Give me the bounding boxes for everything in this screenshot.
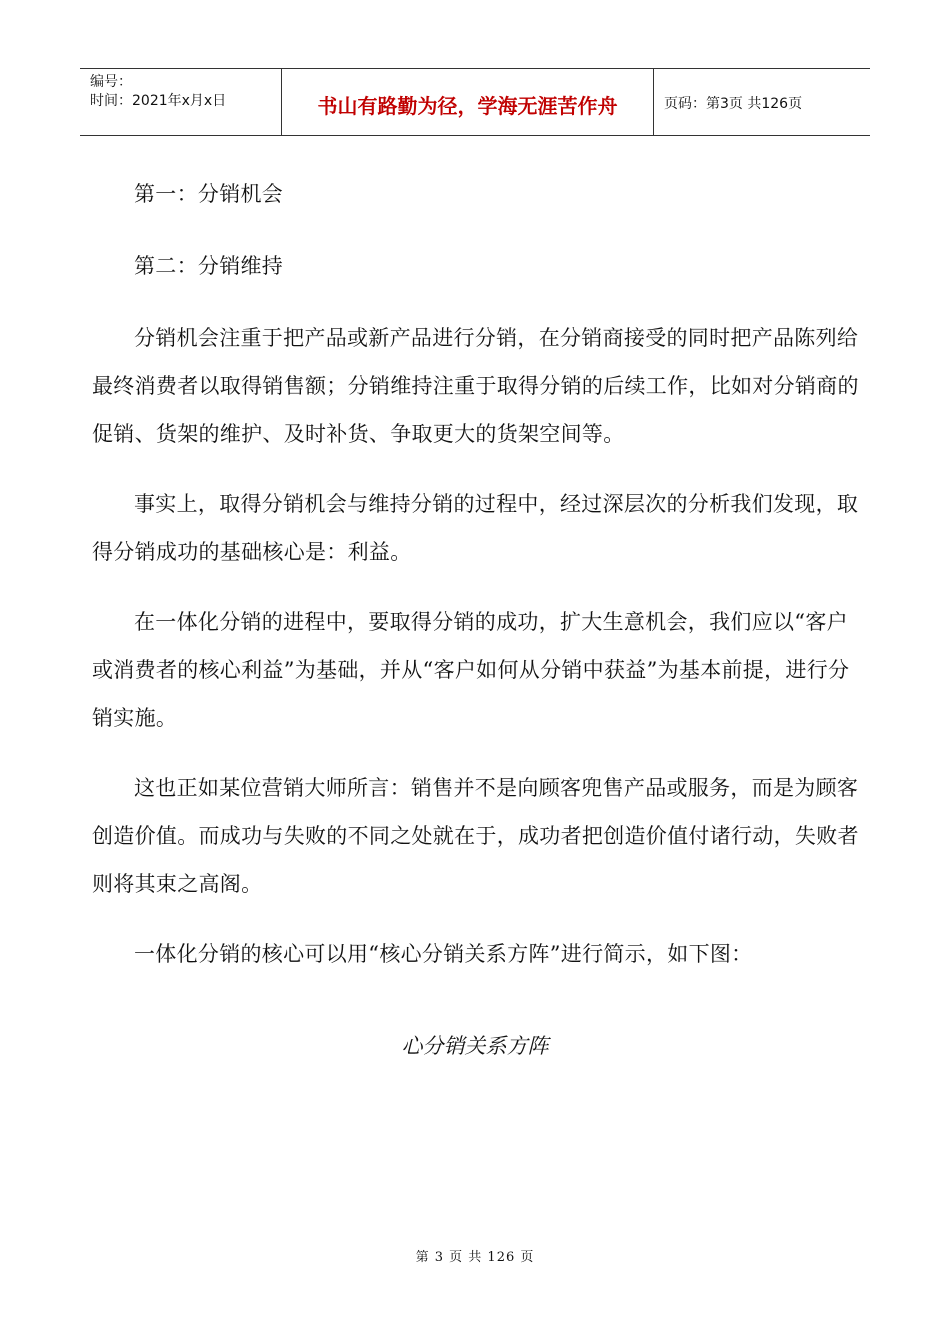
figure-caption: 心分销关系方阵 [401, 1034, 549, 1058]
document-date: 时间：2021年x月x日 [90, 93, 227, 109]
paragraph: 一体化分销的核心可以用“核心分销关系方阵”进行简示，如下图： [134, 942, 753, 966]
page-header [80, 68, 870, 136]
paragraph: 在一体化分销的进程中，要取得分销的成功，扩大生意机会，我们应以“客户或消费者的核心利益”为基础，并从“客户如何从分销中获益”为基本前提，进行分销实施。 [92, 610, 850, 730]
page-footer: 第 3 页 共 126 页 [415, 1250, 535, 1265]
paragraph: 分销机会注重于把产品或新产品进行分销，在分销商接受的同时把产品陈列给最终消费者以取得销售额；分销维持注重于取得分销的后续工作，比如对分销商的促销、货架的维护、及时补货、争取更大的货架空间等。 [92, 326, 859, 446]
point-one: 第一：分销机会 [134, 182, 284, 206]
document-body [92, 170, 862, 1000]
point-two: 第二：分销维持 [134, 254, 284, 278]
header-meta [80, 69, 282, 135]
header-motto: 书山有路勤为径，学海无涯苦作舟 [282, 69, 654, 135]
document-number-label: 编号： [90, 74, 132, 90]
header-page-info: 页码：第3页 共126页 [664, 96, 803, 112]
paragraph: 这也正如某位营销大师所言：销售并不是向顾客兜售产品或服务，而是为顾客创造价值。而成功与失败的不同之处就在于，成功者把创造价值付诸行动，失败者则将其束之高阁。 [92, 776, 859, 896]
paragraph: 事实上，取得分销机会与维持分销的过程中，经过深层次的分析我们发现，取得分销成功的基础核心是：利益。 [92, 492, 859, 564]
